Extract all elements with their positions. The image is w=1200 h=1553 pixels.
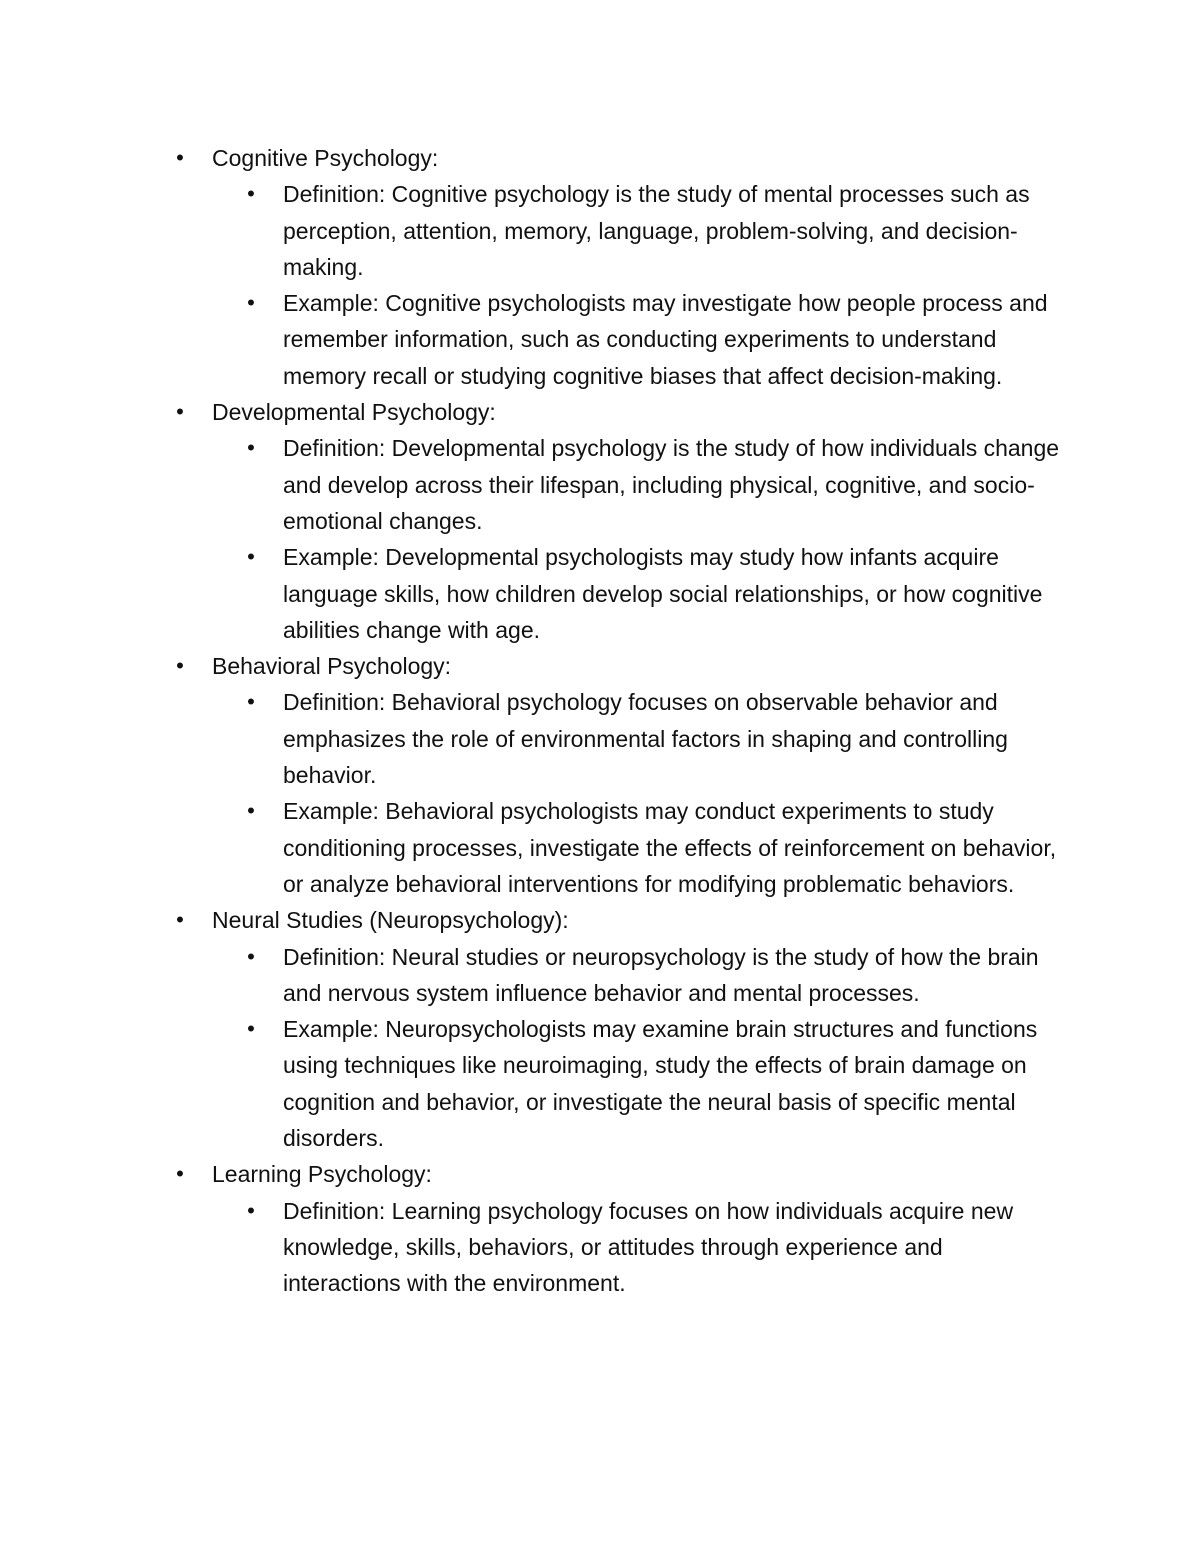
- bullet-icon: •: [176, 907, 184, 933]
- definition-text: Definition: Behavioral psychology focuses on observable behavior and emphasizes the role of environmental factors in shaping and controlling behavior.: [283, 689, 1008, 789]
- definition-text: Definition: Learning psychology focuses on how individuals acquire new knowledge, skills, behaviors, or attitudes through experience and interactions with the environment.: [283, 1197, 1014, 1297]
- example-item: [247, 285, 1063, 394]
- definition-item: [247, 430, 1063, 539]
- definition-item: [247, 684, 1063, 793]
- example-text: Example: Neuropsychologists may examine brain structures and functions using techniques like neuroimaging, study the effects of brain damage on cognition and behavior, or investigate the neural basis of specific mental disorders.: [283, 1016, 1038, 1152]
- topic-title: Developmental Psychology:: [212, 399, 496, 426]
- topic-learning-psychology: [0, 1156, 1200, 1301]
- bullet-icon: •: [247, 943, 255, 969]
- sub-list: [212, 684, 1200, 902]
- topic-title: Cognitive Psychology:: [212, 145, 439, 171]
- topic-behavioral-psychology: [0, 648, 1200, 902]
- example-item: [247, 1011, 1063, 1156]
- bullet-icon: •: [247, 1197, 255, 1223]
- topic-title: Behavioral Psychology:: [212, 653, 452, 680]
- bullet-icon: •: [247, 290, 255, 316]
- bullet-icon: •: [176, 145, 184, 170]
- bullet-icon: •: [247, 689, 255, 715]
- sub-list: [212, 1193, 1200, 1302]
- sub-list: [212, 939, 1200, 1157]
- bullet-icon: •: [176, 399, 184, 425]
- bullet-icon: •: [247, 181, 255, 207]
- topic-neural-studies: [0, 902, 1200, 1156]
- bullet-icon: •: [247, 798, 255, 824]
- bullet-icon: •: [247, 435, 255, 461]
- topic-developmental-psychology: [0, 394, 1200, 648]
- topic-list: [0, 140, 1200, 1302]
- example-text: Example: Behavioral psychologists may conduct experiments to study conditioning processes, investigate the effects of reinforcement on behavior, or analyze behavioral interventions for modifying problematic behaviors.: [283, 798, 1057, 897]
- example-item: [247, 793, 1063, 902]
- definition-item: [247, 1193, 1063, 1302]
- definition-text: Definition: Neural studies or neuropsychology is the study of how the brain and nervous system influence behavior and mental processes.: [283, 943, 1039, 1006]
- bullet-icon: •: [247, 1016, 255, 1042]
- example-item: [247, 539, 1063, 648]
- example-text: Example: Developmental psychologists may study how infants acquire language skills, how children develop social relationships, or how cognitive abilities change with age.: [283, 544, 1043, 643]
- bullet-icon: •: [176, 653, 184, 679]
- sub-list: [212, 176, 1200, 394]
- sub-list: [212, 430, 1200, 648]
- bullet-icon: •: [176, 1161, 184, 1187]
- topic-title: Neural Studies (Neuropsychology):: [212, 907, 569, 934]
- topic-cognitive-psychology: [0, 140, 1200, 394]
- example-text: Example: Cognitive psychologists may investigate how people process and remember information, such as conducting experiments to understand memory recall or studying cognitive biases that affect decision-making.: [283, 290, 1048, 389]
- definition-text: Definition: Developmental psychology is the study of how individuals change and develop across their lifespan, including physical, cognitive, and socio-emotional changes.: [283, 435, 1060, 534]
- definition-text: Definition: Cognitive psychology is the study of mental processes such as perception, attention, memory, language, problem-solving, and decision-making.: [283, 181, 1030, 280]
- bullet-icon: •: [247, 544, 255, 570]
- definition-item: [247, 939, 1063, 1012]
- definition-item: [247, 176, 1063, 285]
- topic-title: Learning Psychology:: [212, 1161, 432, 1188]
